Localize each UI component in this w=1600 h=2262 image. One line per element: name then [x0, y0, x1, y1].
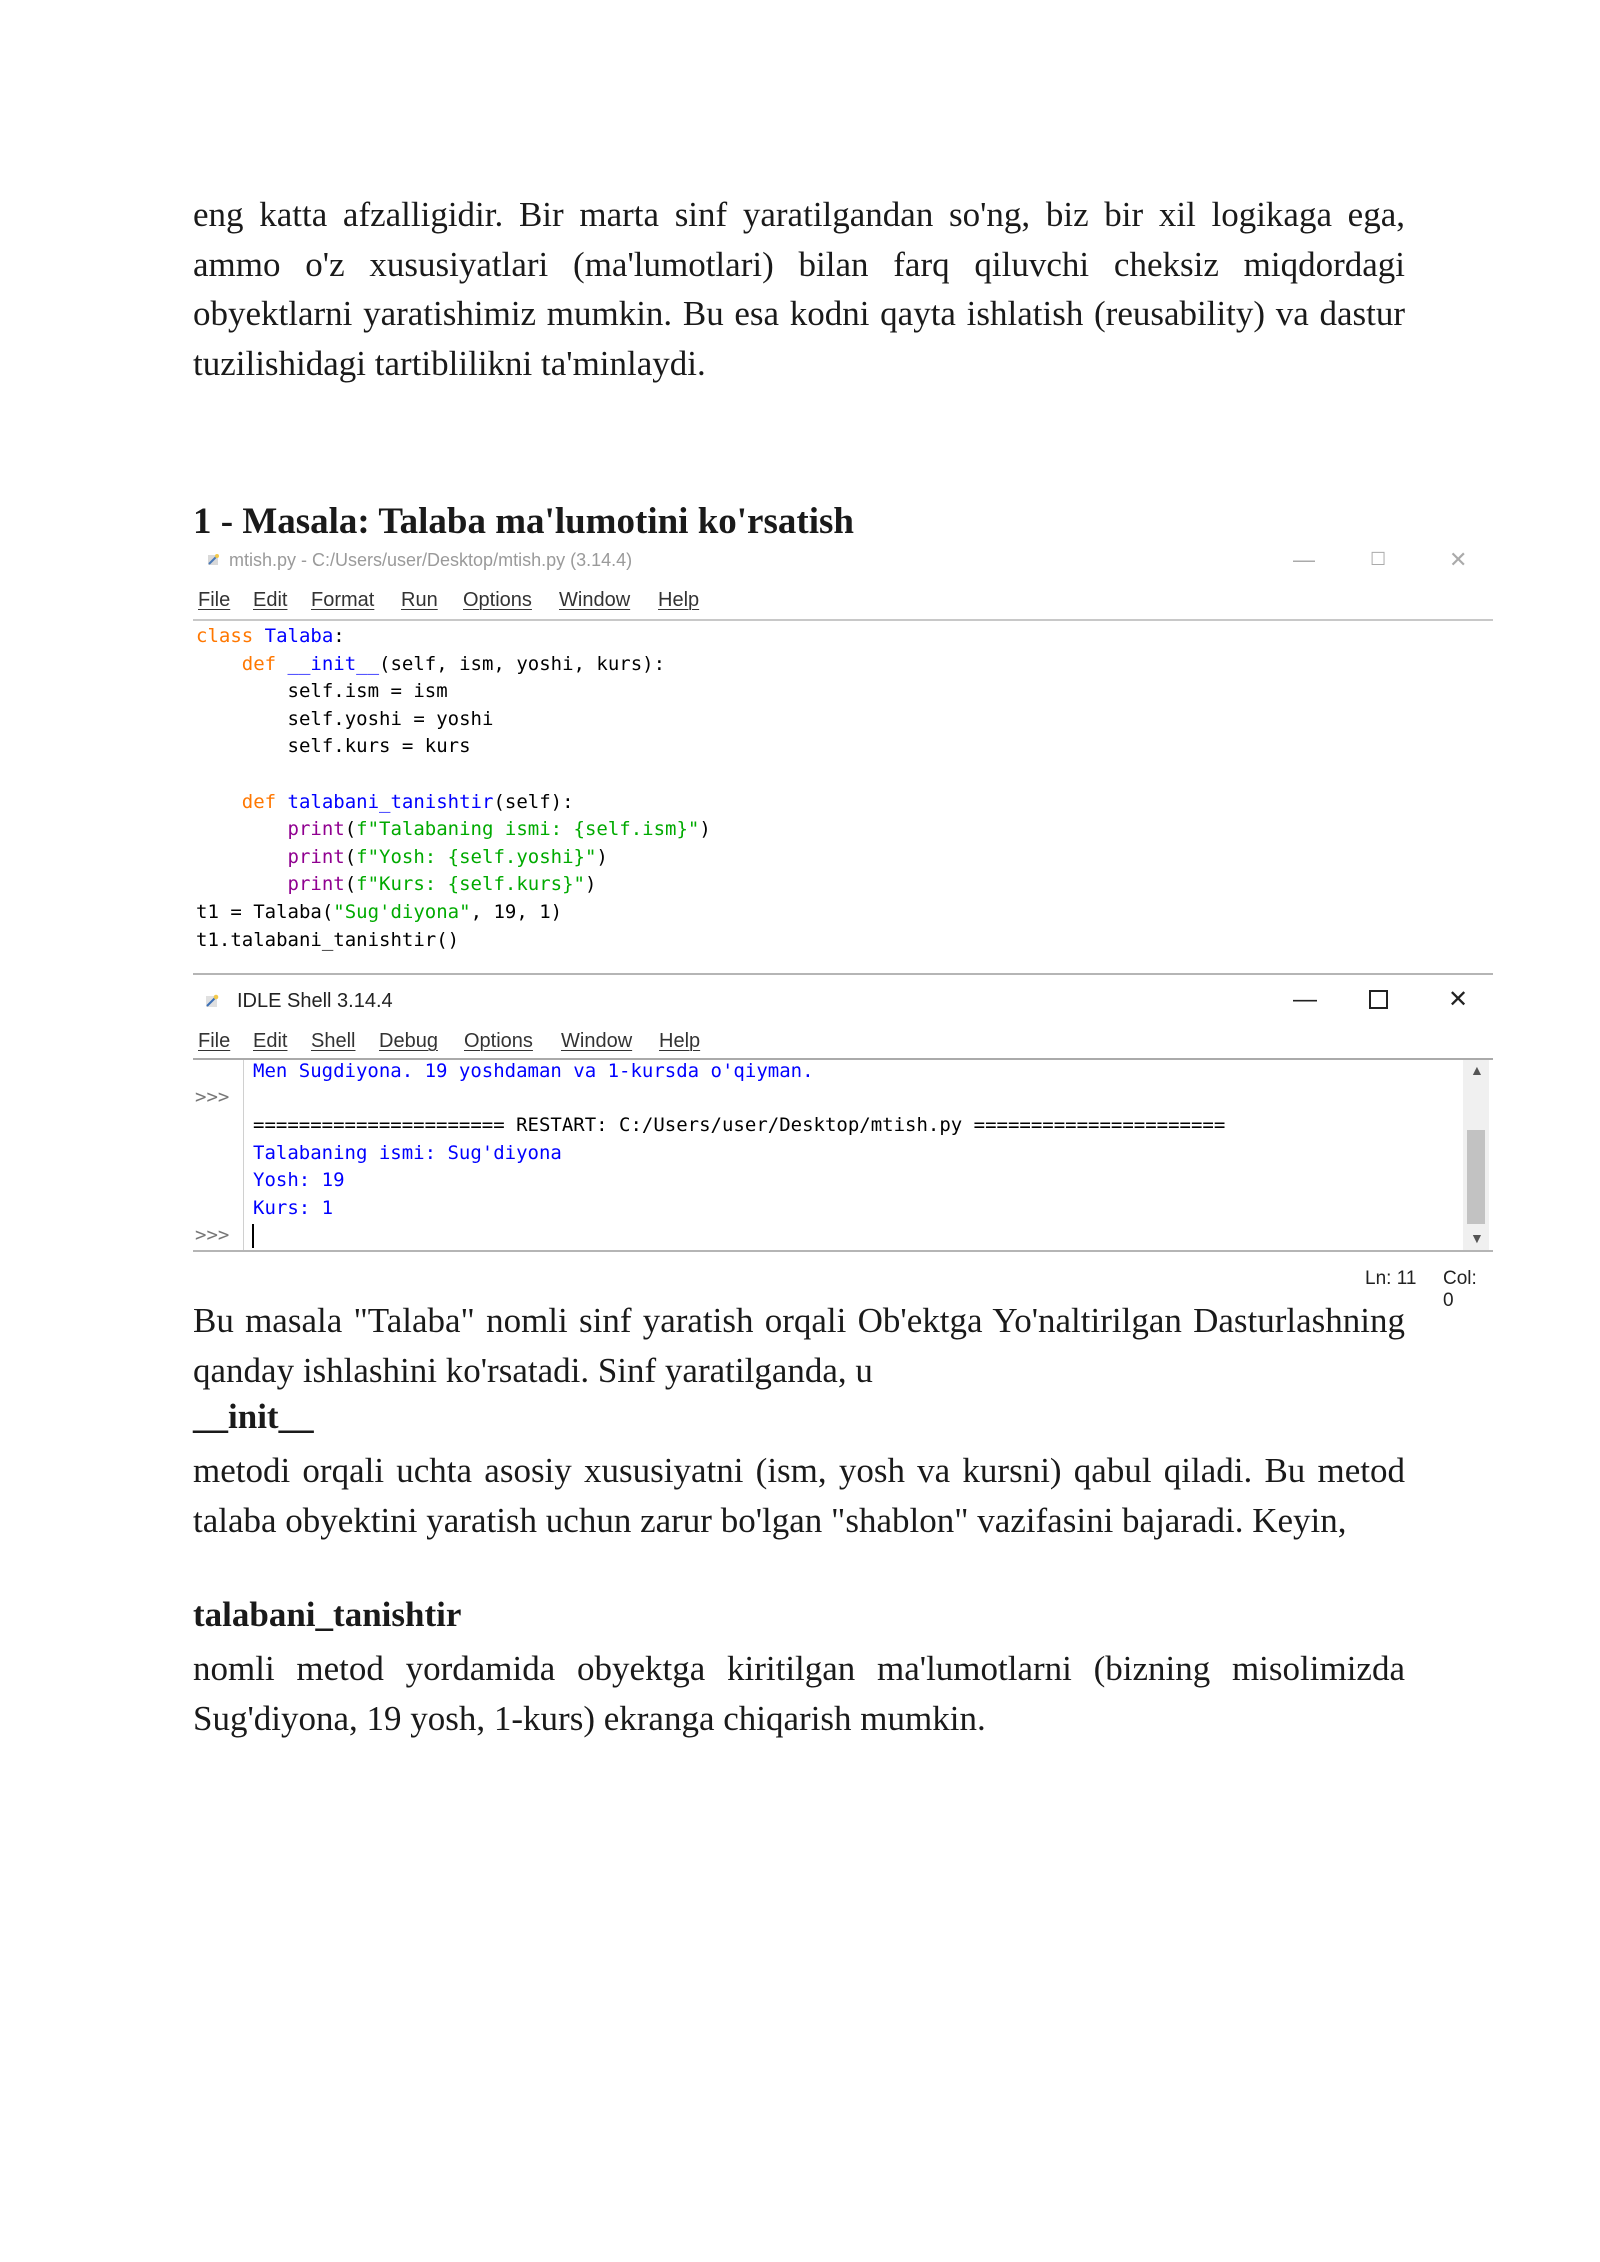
maximize-icon[interactable]	[1369, 990, 1388, 1009]
python-file-icon	[207, 552, 221, 566]
code-token: )	[699, 818, 711, 841]
menu-shell[interactable]: Shell	[311, 1030, 356, 1052]
code-builtin: print	[287, 845, 345, 868]
explanation-paragraph: metodi orqali uchta asosiy xususiyatni (ism, yosh va kursni) qabul qiladi. Bu metod talaba obyektini yaratish uchun zarur bo'lgan "shablon" vazifasini bajaradi. Keyin,	[193, 1451, 1405, 1540]
code-token: (self):	[493, 790, 574, 813]
code-keyword: class	[196, 625, 254, 647]
code-token: t1 = Talaba(	[196, 900, 334, 923]
menu-debug[interactable]: Debug	[379, 1030, 438, 1052]
intro-paragraph: eng katta afzalligidir. Bir marta sinf yaratilgandan so'ng, biz bir xil logikaga ega, ammo o'z xususiyatlari (ma'lumotlari) bilan farq qiluvchi cheksiz miqdordagi obyektlarni yaratishimiz mumkin. Bu esa kodni qayta ishlatish (reusability) va dastur tuzilishidagi tartiblilikni ta'minlaydi.	[193, 195, 1405, 383]
menu-file[interactable]: File	[198, 1030, 231, 1052]
close-icon[interactable]: ✕	[1449, 547, 1468, 572]
menu-help[interactable]: Help	[658, 589, 700, 611]
tanishtir-method-name: talabani_tanishtir	[193, 1595, 462, 1634]
python-shell-icon	[205, 992, 221, 1008]
status-line-number: Ln: 11	[1365, 1268, 1417, 1289]
shell-menu-bar	[193, 1026, 1490, 1056]
code-string: "Sug'diyona"	[333, 900, 471, 923]
code-editor[interactable]	[193, 619, 1493, 975]
code-string: f"Kurs: {self.kurs}"	[356, 873, 585, 896]
status-column-number: Col: 0	[1443, 1268, 1477, 1311]
editor-menu-bar	[193, 585, 1490, 615]
code-token: , 19, 1)	[470, 900, 563, 923]
explanation-paragraph: Bu masala "Talaba" nomli sinf yaratish orqali Ob'ektga Yo'naltirilgan Dasturlashning qanday ishlashini ko'rsatadi. Sinf yaratilganda, u	[193, 1301, 1405, 1390]
explanation-paragraph: nomli metod yordamida obyektga kiritilgan ma'lumotlarni (bizning misolimizda Sug'diyona, 19 yosh, 1-kurs) ekranga chiqarish mumkin.	[193, 1649, 1405, 1738]
code-text	[196, 623, 711, 954]
code-function-name: talabani_tanishtir	[276, 790, 494, 813]
shell-prompt: >>>	[195, 1224, 230, 1246]
shell-restart-line: ====================== RESTART: C:/Users/user/Desktop/mtish.py ======================	[253, 1114, 1226, 1136]
shell-title-bar	[193, 982, 1490, 1018]
code-line: self.ism = ism	[287, 680, 448, 703]
code-token: (	[344, 873, 357, 896]
text-cursor	[252, 1224, 254, 1248]
menu-run[interactable]: Run	[401, 589, 438, 611]
editor-title-bar	[193, 543, 1490, 577]
gutter-divider	[243, 1060, 244, 1250]
code-function-name: __init__	[276, 652, 380, 675]
menu-window[interactable]: Window	[561, 1030, 633, 1052]
maximize-icon[interactable]: ☐	[1370, 549, 1387, 569]
code-token: )	[584, 873, 597, 896]
shell-previous-output: Men Sugdiyona. 19 yoshdaman va 1-kursda o'qiyman.	[253, 1060, 814, 1082]
scroll-up-icon[interactable]: ▲	[1470, 1062, 1484, 1078]
idle-editor-screenshot	[193, 543, 1490, 975]
code-builtin: print	[287, 873, 345, 896]
close-icon[interactable]: ✕	[1448, 986, 1469, 1013]
code-keyword: def	[241, 652, 277, 675]
menu-format[interactable]: Format	[311, 589, 375, 611]
editor-title: mtish.py - C:/Users/user/Desktop/mtish.py (3.14.4)	[229, 550, 633, 570]
minimize-icon[interactable]: —	[1293, 547, 1315, 572]
scroll-down-icon[interactable]: ▼	[1470, 1230, 1484, 1246]
code-string: f"Yosh: {self.yoshi}"	[356, 845, 597, 868]
menu-options[interactable]: Options	[464, 1030, 533, 1052]
scrollbar[interactable]	[1463, 1060, 1489, 1250]
code-line: self.yoshi = yoshi	[287, 707, 494, 730]
menu-options[interactable]: Options	[463, 589, 532, 611]
code-token: (	[344, 845, 357, 868]
code-string: f"Talabaning ismi: {self.ism}"	[356, 818, 700, 841]
code-token: :	[333, 625, 345, 647]
code-keyword: def	[241, 790, 277, 813]
code-token: (self, ism, yoshi, kurs):	[379, 652, 666, 675]
shell-prompt: >>>	[195, 1086, 230, 1108]
shell-output-line: Talabaning ismi: Sug'diyona	[253, 1142, 562, 1164]
shell-output-line: Kurs: 1	[253, 1197, 334, 1219]
code-builtin: print	[287, 818, 345, 841]
shell-output-line: Yosh: 19	[253, 1169, 345, 1191]
code-line: t1.talabani_tanishtir()	[196, 928, 460, 951]
init-method-name: __init__	[193, 1397, 314, 1436]
shell-output-area[interactable]	[193, 1058, 1493, 1252]
code-line: self.kurs = kurs	[287, 735, 471, 758]
menu-help[interactable]: Help	[659, 1030, 701, 1052]
shell-title: IDLE Shell 3.14.4	[237, 990, 393, 1012]
idle-shell-screenshot	[193, 982, 1490, 1311]
menu-file[interactable]: File	[198, 589, 231, 611]
scrollbar-thumb[interactable]	[1467, 1130, 1485, 1224]
menu-edit[interactable]: Edit	[253, 589, 288, 611]
menu-edit[interactable]: Edit	[253, 1030, 288, 1052]
minimize-icon[interactable]: —	[1293, 986, 1317, 1013]
code-token: (	[344, 818, 357, 841]
code-class-name: Talaba	[253, 625, 334, 647]
section-heading: 1 - Masala: Talaba ma'lumotini ko'rsatish	[193, 501, 854, 542]
menu-window[interactable]: Window	[559, 589, 631, 611]
code-token: )	[596, 845, 608, 868]
